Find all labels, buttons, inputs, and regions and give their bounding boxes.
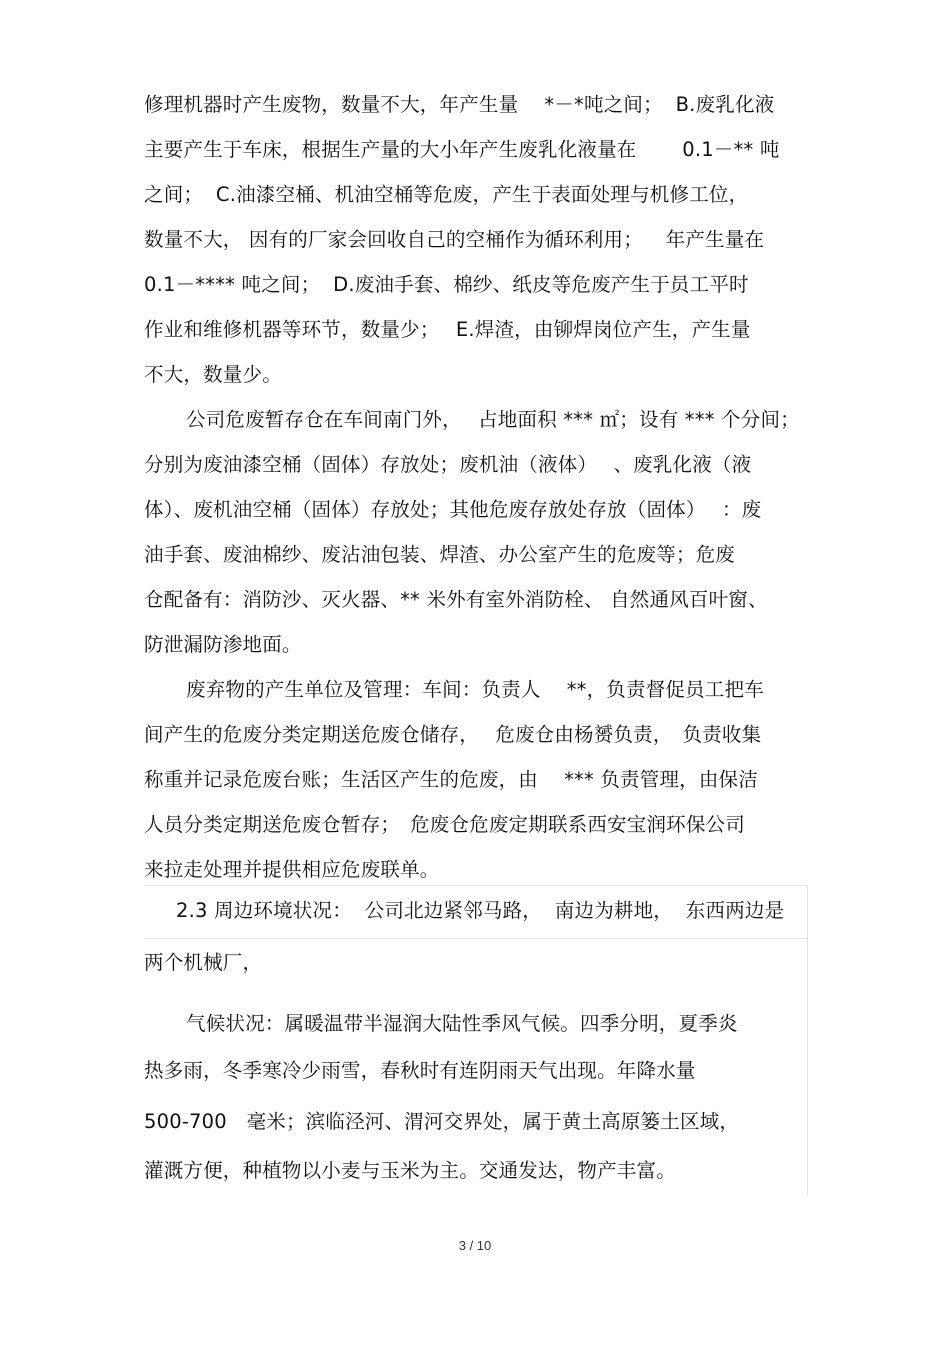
body-text-line: 修理机器时产生废物，数量不大，年产生量 *－*吨之间； B.废乳化液 [144, 93, 775, 116]
paragraph-first-line: 气候状况：属暖温带半湿润大陆性季风气候。四季分明，夏季炎 [186, 1012, 738, 1035]
body-text-line: 人员分类定期送危废仓暂存； 危废仓危废定期联系西安宝润环保公司 [144, 813, 745, 836]
body-text-line: 不大，数量少。 [144, 363, 282, 386]
body-text-line: 体）、废机油空桶（固体）存放处；其他危废存放处存放（固体） ：废 [144, 498, 762, 521]
body-text-line: 防泄漏防渗地面。 [144, 633, 302, 656]
body-text-line: 0.1－**** 吨之间； D.废油手套、棉纱、纸皮等危废产生于员工平时 [144, 273, 749, 296]
body-text-line: 主要产生于车床，根据生产量的大小年产生废乳化液量在 0.1－** 吨 [144, 138, 780, 161]
body-text-line: 500-700 毫米；滨临泾河、渭河交界处，属于黄土高原篓土区域， [144, 1110, 740, 1133]
body-text-line: 分别为废油漆空桶（固体）存放处；废机油（液体） 、废乳化液（液 [144, 453, 752, 476]
body-text-line: 来拉走处理并提供相应危废联单。 [144, 858, 440, 881]
paragraph-first-line: 废弃物的产生单位及管理：车间：负责人 **，负责督促员工把车 [186, 678, 764, 701]
body-text-line: 作业和维修机器等环节，数量少； E.焊渣，由铆焊岗位产生，产生量 [144, 318, 751, 341]
body-text-line: 灌溉方便，种植物以小麦与玉米为主。交通发达，物产丰富。 [144, 1159, 676, 1182]
body-text-line: 间产生的危废分类定期送危废仓储存， 危废仓由杨赟负责， 负责收集 [144, 723, 762, 746]
body-text-line: 热多雨，冬季寒冷少雨雪，春秋时有连阴雨天气出现。年降水量 [144, 1059, 696, 1082]
body-text-line: 之间； C.油漆空桶、机油空桶等危废，产生于表面处理与机修工位， [144, 183, 749, 206]
body-text-line: 仓配备有：消防沙、灭火器、** 米外有室外消防栓、 自然通风百叶窗、 [144, 588, 768, 611]
body-text-line: 称重并记录危废台账；生活区产生的危废，由 *** 负责管理，由保洁 [144, 768, 758, 791]
section-heading-line: 2.3 周边环境状况： 公司北边紧邻马路， 南边为耕地， 东西两边是 [176, 899, 785, 922]
page-number: 3 / 10 [458, 1238, 492, 1253]
body-text-line: 油手套、废油棉纱、废沾油包装、焊渣、办公室产生的危废等；危废 [144, 543, 736, 566]
paragraph-first-line: 公司危废暂存仓在车间南门外， 占地面积 *** ㎡；设有 *** 个分间； [186, 408, 800, 431]
body-text-line: 两个机械厂， [144, 951, 263, 974]
body-text-line: 数量不大， 因有的厂家会回收自己的空桶作为循环利用； 年产生量在 [144, 228, 765, 251]
